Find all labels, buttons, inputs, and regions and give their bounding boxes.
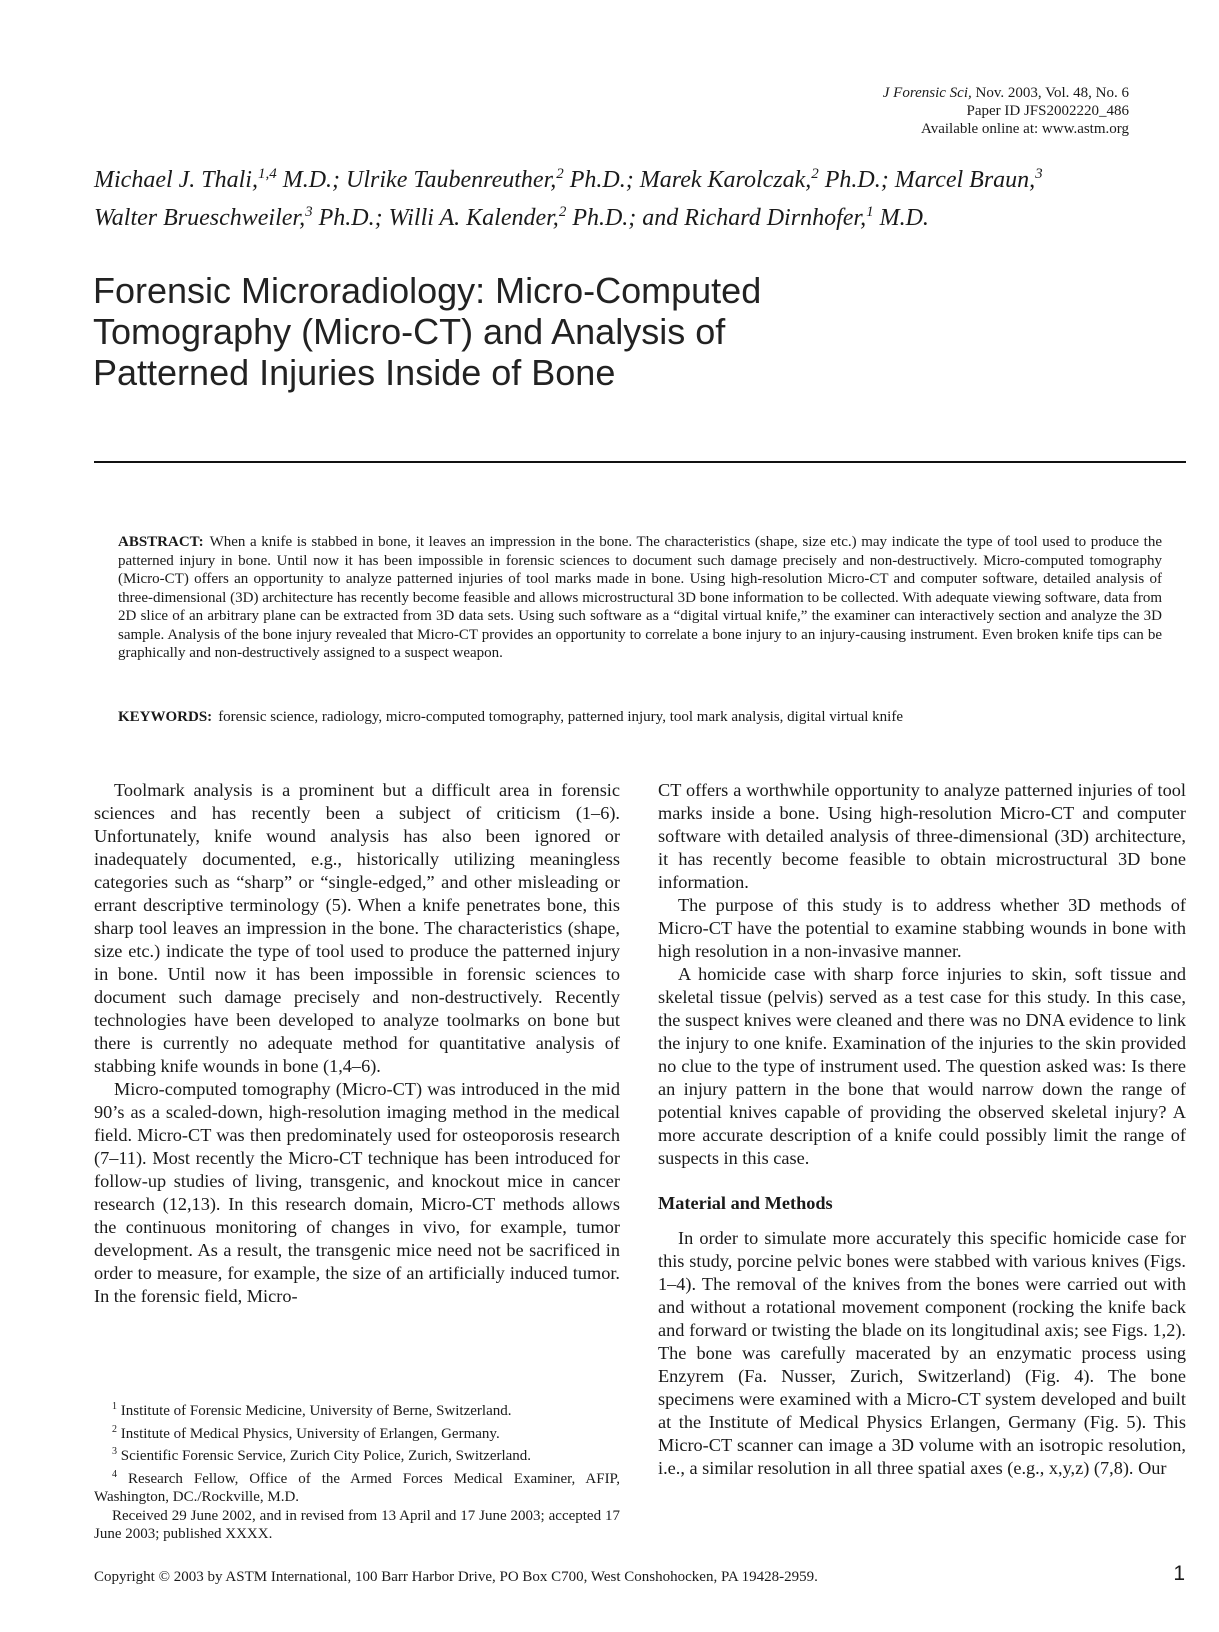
paper-id: Paper ID JFS2002220_486 bbox=[966, 103, 1129, 119]
author-degree: Ph.D.; and bbox=[566, 205, 685, 231]
author-degree: M.D.; bbox=[276, 167, 347, 193]
abstract-label: ABSTRACT: bbox=[118, 534, 204, 550]
author-name: Michael J. Thali, bbox=[94, 167, 258, 193]
footnote-marker: 3 bbox=[112, 1446, 117, 1457]
title-line: Forensic Microradiology: Micro-Computed bbox=[93, 270, 762, 311]
journal-name: J Forensic Sci, bbox=[882, 85, 972, 101]
affiliation-marker: 1 bbox=[866, 204, 874, 220]
body-column-right bbox=[658, 779, 1186, 1480]
affiliation-marker: 3 bbox=[305, 204, 313, 220]
title-divider bbox=[94, 461, 1186, 463]
title-line: Patterned Injuries Inside of Bone bbox=[93, 352, 616, 393]
body-paragraph: Toolmark analysis is a prominent but a difficult area in forensic sciences and has recently been a subject of criticism (1–6). Unfortunately, knife wound analysis has also been ignored or inadequately documented, e.g., historically utilizing meaningless categories such as “sharp” or “single-edged,” and other misleading or errant descriptive terminology (5). When a knife penetrates bone, this sharp tool leaves an impression in the bone. The characteristics (shape, size etc.) indicate the type of tool used to produce the patterned injury in bone. Until now it has been impossible in forensic sciences to document such damage precisely and non-destructively. Recently technologies have been developed to analyze toolmarks on bone but there is currently no adequate method for quantitative analysis of stabbing knife wounds in bone (1,4–6). bbox=[94, 780, 620, 1076]
footnote-marker: 4 bbox=[112, 1468, 117, 1480]
author-degree: M.D. bbox=[873, 205, 929, 231]
body-paragraph: Micro-computed tomography (Micro-CT) was introduced in the mid 90’s as a scaled-down, high-resolution imaging method in the medical field. Micro-CT was then predominately used for osteoporosis research (7–11). Most recently the Micro-CT technique has been introduced for follow-up studies of living, transgenic, and knockout mice in cancer research (12,13). In this research domain, Micro-CT methods allows the continuous monitoring of changes in vivo, for example, tumor development. As a result, the transgenic mice need not be sacrificed in order to measure, for example, the size of an artificially induced tumor. In the forensic field, Micro- bbox=[94, 1079, 620, 1306]
body-paragraph: The purpose of this study is to address whether 3D methods of Micro-CT have the potential to examine stabbing wounds in bone with high resolution in a non-invasive manner. bbox=[658, 895, 1186, 961]
body-column-left bbox=[94, 779, 620, 1308]
journal-info bbox=[883, 84, 1129, 138]
footnote bbox=[94, 1421, 620, 1444]
footnote bbox=[94, 1443, 620, 1466]
availability-note: Available online at: www.astm.org bbox=[920, 121, 1129, 137]
footnote-marker: 1 bbox=[112, 1401, 117, 1412]
author-degree: Ph.D.; bbox=[818, 167, 895, 193]
page-number: 1 bbox=[1173, 1562, 1185, 1585]
body-paragraph: In order to simulate more accurately this specific homicide case for this study, porcine pelvic bones were stabbed with various knives (Figs. 1–4). The removal of the knives from the bones were carried out with and without a rotational movement component (rocking the knife back and forward or twisting the blade on its longitudinal axis; see Figs. 1,2). The bone was carefully macerated by an enzymatic process using Enzyrem (Fa. Nusser, Zurich, Switzerland) (Fig. 4). The bone specimens were examined with a Micro-CT system developed and built at the Institute of Medical Physics Erlangen, Germany (Fig. 5). This Micro-CT scanner can image a 3D volume with an isotropic resolution, i.e., a similar resolution in all three spatial axes (e.g., x,y,z) (7,8). Our bbox=[658, 1228, 1186, 1478]
journal-citation bbox=[883, 84, 1129, 102]
affiliation-marker: 2 bbox=[556, 166, 564, 182]
affiliation-marker: 2 bbox=[558, 204, 567, 220]
paper-title bbox=[93, 270, 853, 393]
section-heading: Material and Methods bbox=[658, 1193, 833, 1213]
author-name: Richard Dirnhofer, bbox=[684, 205, 867, 231]
body-paragraph: A homicide case with sharp force injuries to skin, soft tissue and skeletal tissue (pelvis) served as a test case for this study. In this case, the suspect knives were cleaned and there was no DNA evidence to link the injury to one knife. Examination of the injuries to the skin provided no clue to the type of instrument used. The question asked was: Is there an injury pattern in the bone that would narrow down the range of potential knives capable of providing the observed skeletal injury? A more accurate description of a knife could possibly limit the range of suspects in this case. bbox=[658, 964, 1186, 1168]
abstract-text: When a knife is stabbed in bone, it leaves an impression in the bone. The characteristics (shape, size etc.) may indicate the type of tool used to produce the patterned injury in bone. Until now it has been impossible in forensic sciences to document such damage precisely and non-destructively. Micro-computed tomography (Micro-CT) offers an opportunity to analyze patterned injuries of tool marks made in bone. Using high-resolution Micro-CT and computer software, detailed analysis of three-dimensional (3D) architecture has recently become feasible and allows microstructural 3D bone information to be collected. With adequate viewing software, data from 2D slice of an arbitrary plane can be extracted from 3D data sets. Using such software as a “digital virtual knife,” the examiner can interactively section and analyze the 3D sample. Analysis of the bone injury revealed that Micro-CT provides an opportunity to correlate a bone injury to an injury-causing instrument. Even broken knife tips can be graphically and non-destructively assigned to a suspect weapon. bbox=[118, 534, 1162, 661]
footnote-text: Institute of Forensic Medicine, University of Berne, Switzerland. bbox=[117, 1403, 512, 1419]
footnote bbox=[94, 1398, 620, 1421]
footnote-text: Institute of Medical Physics, University of Erlangen, Germany. bbox=[117, 1425, 500, 1442]
footnote-text: Scientific Forensic Service, Zurich City Police, Zurich, Switzerland. bbox=[117, 1448, 532, 1464]
footnote-text: Research Fellow, Office of the Armed Forces Medical Examiner, AFIP, Washington, DC./Rockville, M.D. bbox=[94, 1470, 620, 1505]
journal-volume: Nov. 2003, Vol. 48, No. 6 bbox=[971, 85, 1129, 101]
copyright-notice: Copyright © 2003 by ASTM International, 100 Barr Harbor Drive, PO Box C700, West Conshohocken, PA 19428-2959. bbox=[94, 1569, 818, 1585]
author-degree: Ph.D.; bbox=[312, 205, 389, 231]
affiliation-marker: 2 bbox=[811, 166, 819, 182]
footnote-marker: 2 bbox=[112, 1423, 117, 1435]
abstract bbox=[118, 533, 1162, 663]
author-degree: Ph.D.; bbox=[563, 167, 640, 193]
body-paragraph: CT offers a worthwhile opportunity to analyze patterned injuries of tool marks inside a bone. Using high-resolution Micro-CT and computer software with detailed analysis of three-dimensional (3D) architecture, it has recently become feasible to obtain microstructural 3D bone information. bbox=[658, 780, 1186, 892]
title-line: Tomography (Micro-CT) and Analysis of bbox=[93, 311, 726, 352]
footnote bbox=[94, 1466, 620, 1507]
author-name: Ulrike Taubenreuther, bbox=[346, 167, 557, 193]
affiliation-marker: 1,4 bbox=[257, 166, 277, 182]
footnotes bbox=[94, 1398, 620, 1544]
author-name: Marek Karolczak, bbox=[639, 167, 812, 193]
received-dates: Received 29 June 2002, and in revised from 13 April and 17 June 2003; accepted 17 June 2003; published XXXX. bbox=[94, 1507, 620, 1542]
keywords-text: forensic science, radiology, micro-computed tomography, patterned injury, tool mark analysis, digital virtual knife bbox=[218, 709, 903, 725]
author-name: Marcel Braun, bbox=[894, 167, 1036, 193]
affiliation-marker: 3 bbox=[1035, 166, 1043, 182]
keywords bbox=[118, 708, 1162, 726]
author-list bbox=[94, 158, 1164, 234]
keywords-label: KEYWORDS: bbox=[118, 709, 213, 725]
author-name: Willi A. Kalender, bbox=[388, 205, 559, 231]
author-name: Walter Brueschweiler, bbox=[94, 205, 306, 231]
